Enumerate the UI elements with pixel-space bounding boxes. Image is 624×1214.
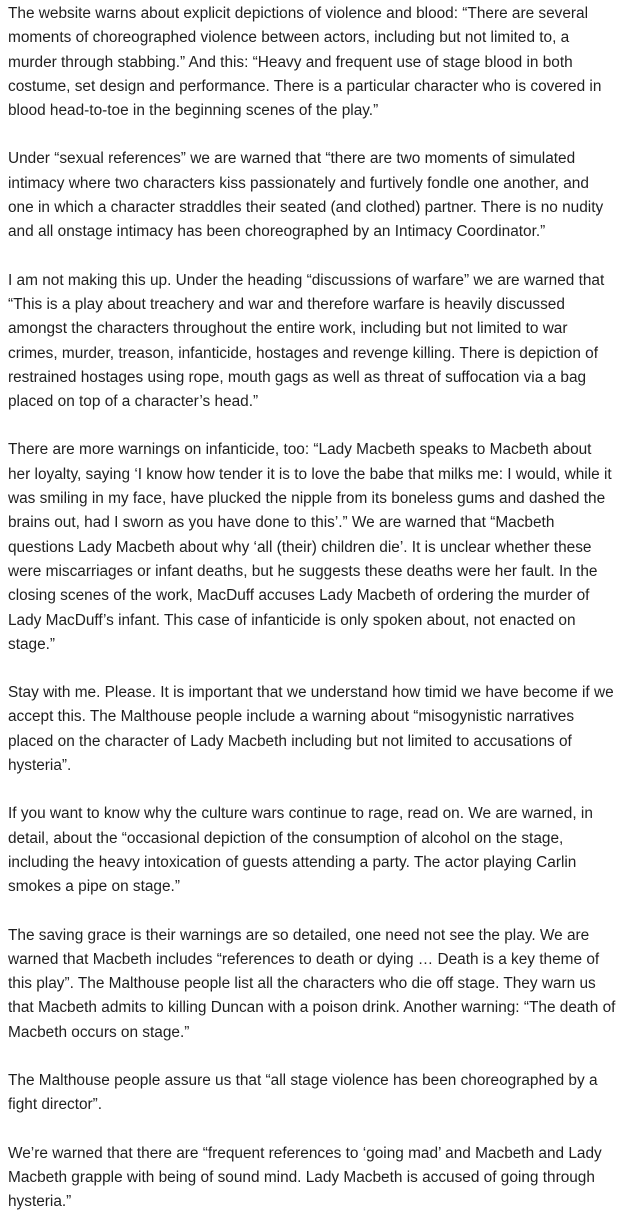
paragraph-death: The saving grace is their warnings are so detailed, one need not see the play. We are warned that Macbeth includes “references to death or dying … Death is a key theme of this play”. The Malthouse people list all the characters who die off stage. They warn us that Macbeth admits to killing Duncan with a poison drink. Another warning: “The death of Macbeth occurs on stage.”: [8, 926, 616, 1041]
paragraph-sexual-references: Under “sexual references” we are warned that “there are two moments of simulated intimacy where two characters kiss passionately and furtively fondle one another, and one in which a character straddles their seated (and clothed) partner. There is no nudity and all onstage intimacy has been choreographed by an Intimacy Coordinator.”: [8, 150, 604, 241]
paragraph-warfare: I am not making this up. Under the heading “discussions of warfare” we are warned that “This is a play about treachery and war and therefore warfare is heavily discussed amongst the characters throughout the entire work, including but not limited to war crimes, murder, treason, infanticide, hostages and revenge killing. There is depiction of restrained hostages using rope, mouth gags as well as threat of suffocation via a bag placed on top of a character’s head.”: [8, 271, 605, 411]
paragraph-alcohol: If you want to know why the culture wars continue to rage, read on. We are warned, in detail, about the “occasional depiction of the consumption of alcohol on the stage, including the heavy intoxication of guests attending a party. The actor playing Carlin smokes a pipe on stage.”: [8, 805, 593, 896]
paragraph-going-mad: We’re warned that there are “frequent references to ‘going mad’ and Macbeth and Lady Macbeth grapple with being of sound mind. Lady Macbeth is accused of going through hysteria.”: [8, 1144, 602, 1211]
paragraph-misogyny: Stay with me. Please. It is important that we understand how timid we have become if we accept this. The Malthouse people include a warning about “misogynistic narratives placed on the character of Lady Macbeth including but not limited to accusations of hysteria”.: [8, 684, 614, 775]
paragraph-violence-blood: The website warns about explicit depictions of violence and blood: “There are several moments of choreographed violence between actors, including but not limited to, a murder through stabbing.” And this: “Heavy and frequent use of stage blood in both costume, set design and performance. There is a particular character who is covered in blood head-to-toe in the beginning scenes of the play.”: [8, 5, 602, 120]
paragraph-fight-director: The Malthouse people assure us that “all stage violence has been choreographed by a fight director”.: [8, 1071, 598, 1114]
paragraph-infanticide: There are more warnings on infanticide, too: “Lady Macbeth speaks to Macbeth about her loyalty, saying ‘I know how tender it is to love the babe that milks me: I would, while it was smiling in my face, have plucked the nipple from its boneless gums and dashed the brains out, had I sworn as you have done to this’.” We are warned that “Macbeth questions Lady Macbeth about why ‘all (their) children die’. It is unclear whether these were miscarriages or infant deaths, but he suggests these deaths were her fault. In the closing scenes of the work, MacDuff accuses Lady Macbeth of ordering the murder of Lady MacDuff’s infant. This case of infanticide is only spoken about, not enacted on stage.”: [8, 441, 612, 653]
